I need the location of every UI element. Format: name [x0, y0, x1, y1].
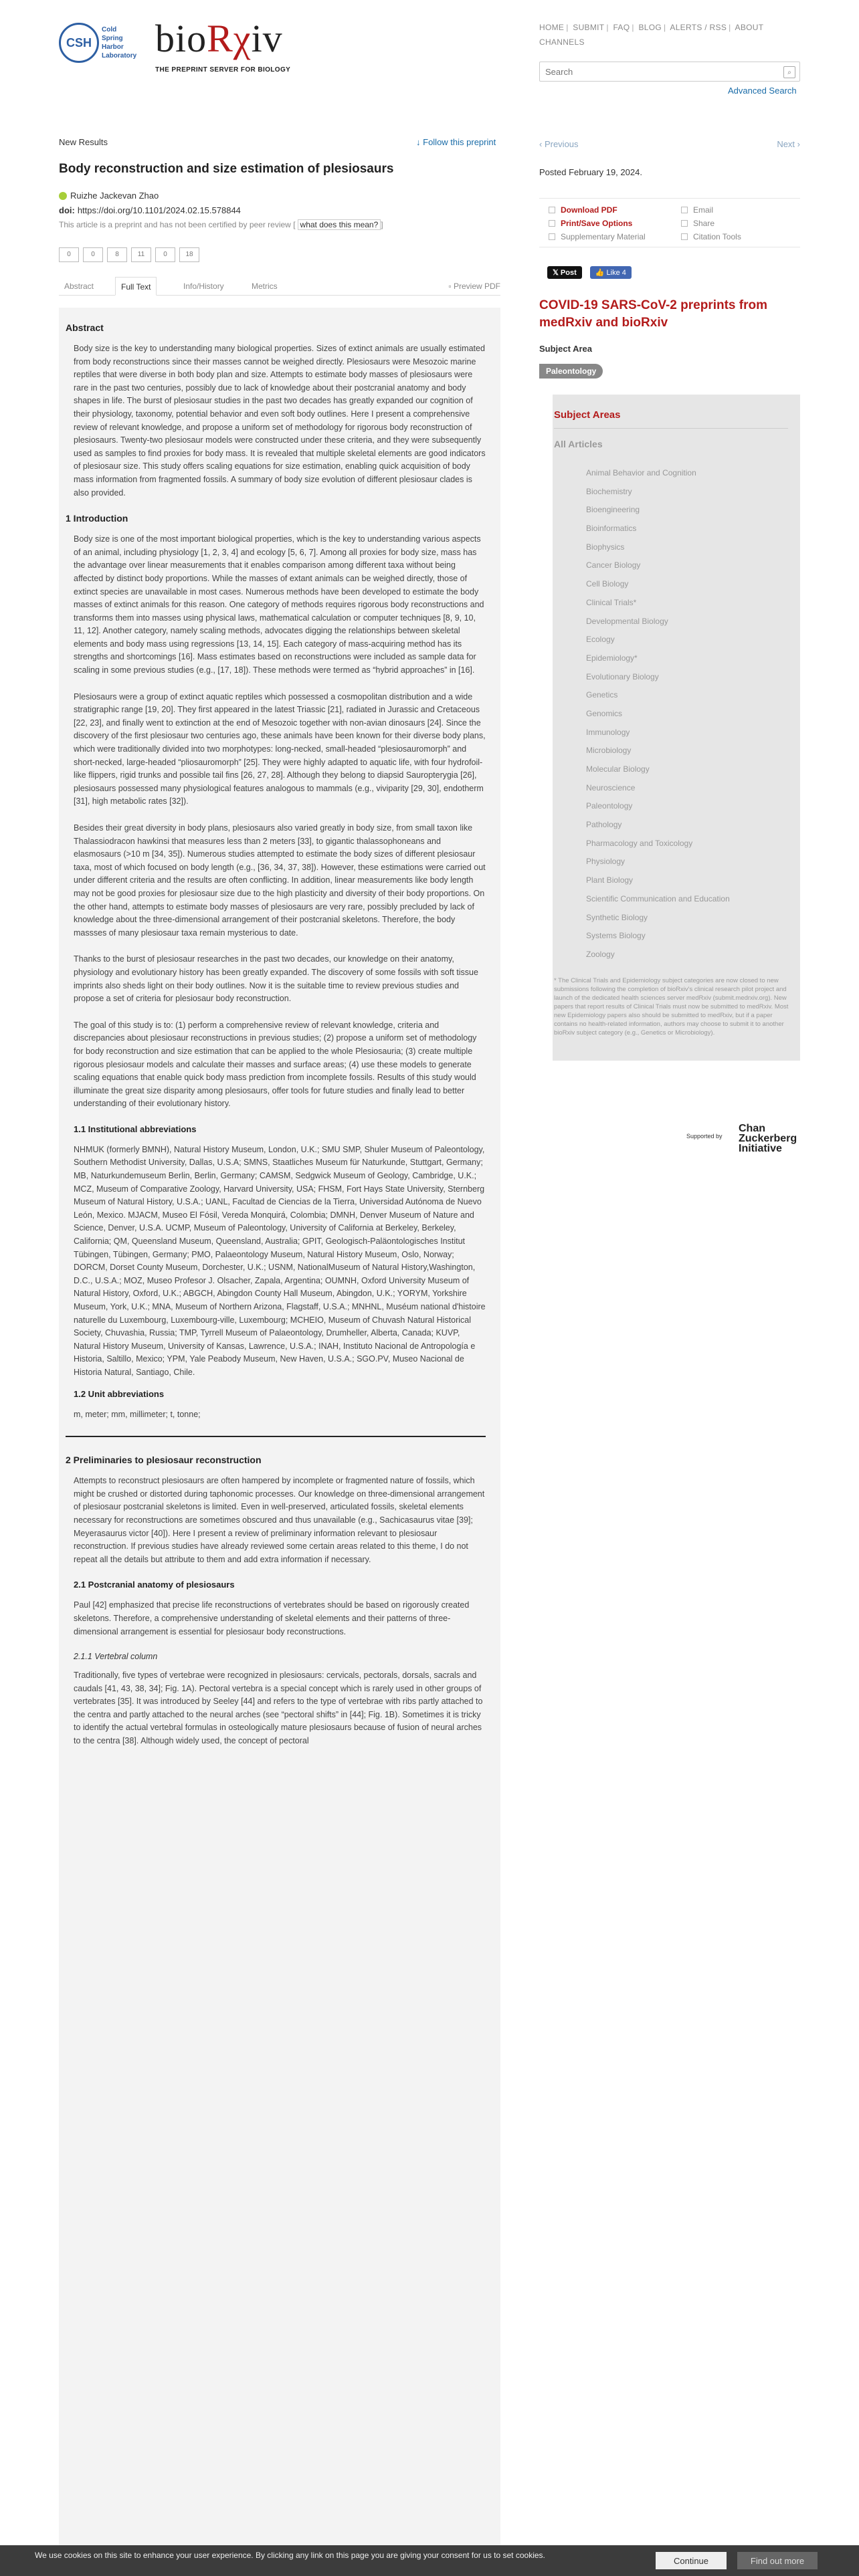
share-icon	[681, 220, 688, 227]
email-icon	[681, 207, 688, 213]
metric-badge[interactable]: 11	[131, 247, 151, 262]
search-icon[interactable]: ⌕	[783, 66, 795, 78]
author-name[interactable]: Ruizhe Jackevan Zhao	[70, 191, 159, 201]
share-link[interactable]: Share	[681, 219, 714, 228]
institutional-abbreviations: NHMUK (formerly BMNH), Natural History Museum, London, U.K.; SMU SMP, Shuler Museum of Paleontology, Southern Methodist University, Dallas, U.S.A; SMNS, Staatliches Museum für Naturkunde, Stuttgart, Germany; MB, Naturkundemuseum Berlin, Berlin, Germany; CAMSM, Sedgwick Museum of Geology, Cambridge, U.K.; MCZ, Museum of Comparative Zoology, Harvard University, USA; FHSM, Fort Hays State University, Sternberg Museum of Natural History, U.S.A.; UANL, Facultad de Ciencias de la Tierra, Universidad Autónoma de Nuevo León, Mexico. MJACM, Museo El Fósil, Vereda Monquirá, Colombia; DMNH, Denver Museum of Nature and Science, Denver, U.S.A. UCMP, Museum of Paleontology, University of California at Berkeley, Berkeley, California; QM, Queensland Museum, Queensland, Australia; GPIT, Geologisch-Paläontologisches Institut Tübingen, Tübingen, Germany; PMO, Palaeontology Museum, Natural History Museum, Oslo, Norway; DORCM, Dorset County Museum, Dorchester, U.K.; USNM, NationalMuseum of Natural History,Washington, D.C., U.S.A.; MOZ, Museo Profesor J. Olsacher, Zapala, Argentina; OUMNH, Oxford University Museum of Natural History, Oxford, U.K.; ABGCH, Abingdon County Hall Museum, Abingdon, U.K.; YORYM, Yorkshire Museum, York, U.K.; MNA, Museum of Northern Arizona, Flagstaff, U.S.A.; MNHNL, Muséum national d'histoire naturelle du Luxembourg, Luxembourg-ville, Luxembourg; MCHEIO, Museum of Chuvash Natural Historical Society, Chuvashia, Russia; TMP, Tyrrell Museum of Palaeontology, Drumheller, Alberta, Canada; KUVP, Natural History Museum, University of Kansas, Lawrence, U.S.A.; INAH, Instituto Nacional de Antropología e Historia, Saltillo, Mexico; YPM, Yale Peabody Museum, New Haven, U.S.A.; SGO.PV, Museo Nacional de Historia Natural, Santiago, Chile.	[74, 1144, 486, 1377]
csh-logo-text: Cold Spring Harbor Laboratory	[102, 26, 137, 60]
print-save-link[interactable]: Print/Save Options	[549, 219, 632, 228]
social-buttons	[547, 266, 632, 279]
paragraph: Besides their great diversity in body plans, plesiosaurs also varied greatly in body size, from small taxon like Thalassiodracon hawkinsi that measures less than 2 meters [33], to gigantic thalassophoneans and elasmosaurs (>10 m [34, 35]). Numerous studies attempted to estimate the body sizes of different plesiosaur taxa, most of which focused on body length (e.g., [36, 34, 37, 38]). However, these estimations were carried out under different criteria and the results are often conflicting. In addition, linear measurements like body length may not be good proxies for plesiosaur size due to the high plasticity and diversity of their body proportions. On the other hand, attempts to estimate body masses of plesiosaurs are very rare, possibly precluded by lack of knowledge about the three-dimensional arrangement of their postcranial skeletons. Therefore, the body massses of many plesiosaur taxa remain mysterious to date.	[74, 823, 486, 938]
metric-badge[interactable]: 8	[107, 247, 127, 262]
article-category: New Results	[59, 137, 108, 147]
follow-preprint-link[interactable]: ↓ Follow this preprint	[416, 137, 496, 147]
doi: doi: https://doi.org/10.1101/2024.02.15.578844	[59, 205, 241, 215]
citation-icon	[681, 233, 688, 240]
subject-item[interactable]: Biochemistry	[586, 486, 632, 496]
metric-badge[interactable]: 0	[155, 247, 175, 262]
posted-date: Posted February 19, 2024.	[539, 167, 642, 177]
subject-item[interactable]: Genetics	[586, 690, 618, 700]
email-link[interactable]: Email	[681, 205, 713, 215]
top-nav: HOME | SUBMIT | FAQ | BLOG | ALERTS / RSS | ABOUT	[539, 23, 764, 32]
subjects-footnote: * The Clinical Trials and Epidemiology subject categories are now closed to new submissions following the completion of bioRxiv's clinical research pilot project and launch of the dedicated health sciences server medRxiv (submit.medrxiv.org). New papers that report results of Clinical Trials must now be submitted to medRxiv. Most new Epidemiology papers also should be submitted to medRxiv, but if a paper contains no health-related information, authors may choose to submit it to another bioRxiv subject category (e.g., Genetics or Microbiology).	[554, 977, 789, 1037]
tab-abstract[interactable]: Abstract	[64, 282, 94, 291]
paragraph: Thanks to the burst of plesiosaur researches in the past two decades, our knowledge on their anatomy, physiology and evolutionary history has been greatly expanded. The discovery of some fossils with soft tissue imprints also sheds light on their body outlines. Now it is the suitable time to review previous studies and propose a set of criteria for plesiosaur body reconstruction.	[74, 954, 478, 1004]
abstract-text: Body size is the key to understanding many biological properties. Sizes of extinct animals are usually estimated from body reconstructions since their masses cannot be weighed directly. Plesiosaurs were Mesozoic marine reptiles that were diverse in both body plan and size. Attempts to estimate body masses of plesiosaurs were rare in the past two centuries, possibly due to lack of knowledge about their postcranial anatomy and body shapes in life. The burst of plesiosaur studies in the past two decades has greatly expanded our cognition of their physiology, taxonomy, potential behavior and even soft body outlines. Here I present a comprehensive review of relevant knowledge, and propose a uniform set of methodology for rigorous body reconstruction of plesiosaurs. Twenty-two plesiosaur models were constructed under these criteria, and they were subsequently used as samples to find proxies for body mass. It is revealed that multiple skeletal elements are good indicators of plesiosaur size. This study offers scaling equations for size estimation, enabling quick acquisition of body mass information from fragmented fossils. A summary of body size evolution of different plesiosaur clades is also provided.	[74, 344, 486, 498]
tab-metrics[interactable]: Metrics	[252, 282, 278, 291]
nav-about[interactable]: ABOUT	[735, 23, 764, 32]
subsection-heading: 1.2 Unit abbreviations	[74, 1388, 165, 1399]
preview-icon: ▫	[448, 282, 454, 291]
subsubsection-heading: 2.1.1 Vertebral column	[74, 1652, 158, 1662]
subject-item[interactable]: Developmental Biology	[586, 616, 668, 626]
subject-area-label: Subject Area	[539, 344, 592, 354]
article-tabs	[59, 277, 500, 296]
subsection-heading: 2.1 Postcranial anatomy of plesiosaurs	[74, 1580, 235, 1590]
tab-info-history[interactable]: Info/History	[183, 282, 224, 291]
subject-item[interactable]: Neuroscience	[586, 782, 636, 792]
supplementary-link[interactable]: Supplementary Material	[549, 232, 646, 241]
subject-list	[586, 464, 730, 964]
biorxiv-logo[interactable]: bioRχiv	[155, 17, 283, 60]
citation-tools-link[interactable]: Citation Tools	[681, 232, 741, 241]
paragraph: The goal of this study is to: (1) perform a comprehensive review of relevant knowledge, criteria and discrepancies about plesiosaur reconstructions in previous studies; (2) propose a uniform set of methodology for body reconstruction and size estimation that can be applied to the whole Plesiosauria; (3) create multiple rigorous plesiosaur models and calculate their masses and surface areas; (4) use these models to generate scaling equations that enable quick body mass prediction from incomplete fossils. Results of this study would illuminate the great size disparity among plesiosaurs, offer tools for future studies and finally lead to better understanding of their evolutionary history.	[74, 1020, 477, 1109]
subject-item[interactable]: Immunology	[586, 727, 630, 737]
search-box	[539, 62, 800, 82]
next-link[interactable]: Next ›	[777, 139, 800, 149]
metric-badge[interactable]: 18	[179, 247, 199, 262]
altmetric-badges	[59, 247, 199, 262]
peer-review-notice: This article is a preprint and has not been certified by peer review [ what does this mean? ]	[59, 220, 383, 229]
subject-item[interactable]: Cell Biology	[586, 579, 629, 589]
nav-submit[interactable]: SUBMIT	[573, 23, 605, 32]
nav-home[interactable]: HOME	[539, 23, 565, 32]
csh-logo[interactable]: CSH	[59, 23, 99, 63]
subject-item[interactable]: Synthetic Biology	[586, 912, 648, 922]
article-title: Body reconstruction and size estimation of plesiosaurs	[59, 162, 394, 176]
download-pdf-link[interactable]: Download PDF	[549, 205, 617, 215]
follow-icon: ↓	[416, 137, 423, 147]
supplementary-icon	[549, 233, 555, 240]
divider	[554, 428, 788, 429]
paragraph: Body size is one of the most important biological properties, which is the key to understanding various aspects of an animal, including physiology [1, 2, 3, 4] and ecology [5, 6, 7]. Among all proxies for body size, mass has the advantage over linear measurements that it enables comparison among different taxa without being affected by distinct body proportions. While the masses of extant animals can be weighed directly, those of extinct species are unavailable in most cases. Numerous methods have been developed to estimate the body masses of extinct animals for this reason. One category of methods requires rigorous body reconstructions and transforms them into masses using physical laws, mathematical calculation or computer techniques [8, 9, 10, 11, 12]. Another category, namely scaling methods, advocates digging the relationships between skeletal elements and body mass using regressions [13, 14, 15]. Each category of mass-acquiring method has its strengths and shortcomings [16]. Mass estimates based on reconstructions were included as sample data for scaling in some previous studies (e.g., [17, 18]). These methods were termed as “hybrid approaches” in [16].	[74, 534, 484, 675]
paragraph: Attempts to reconstruct plesiosaurs are often hampered by incomplete or fragmented nature of fossils, which might be crushed or distorted during taphonomic processes. Our knowledge on three-dimensional arrangement of plesiosaur postcranial skeletons is limited. Even in well-preserved, articulated fossils, skeletal elements necessary for reconstructions are sometimes obscured and thus unavailable (e.g., Sachicasaurus vitae [39]; Meyerasaurus victor [40]). Here I present a review of preliminary information relevant to plesiosaur reconstruction. If previous studies have already reviewed some certain areas related to this theme, I do not repeat all the details but attribute to them and add extra information if necessary.	[74, 1476, 485, 1564]
article-body	[59, 308, 500, 2576]
subject-item[interactable]: Animal Behavior and Cognition	[586, 468, 696, 477]
subject-item[interactable]: Systems Biology	[586, 931, 646, 941]
subject-item[interactable]: Bioinformatics	[586, 524, 637, 534]
subject-item[interactable]: Cancer Biology	[586, 560, 641, 570]
thumbs-up-icon: 👍	[595, 269, 607, 277]
subsection-heading: 1.1 Institutional abbreviations	[74, 1123, 197, 1134]
tab-full-text[interactable]: Full Text	[115, 277, 157, 296]
nav-channels[interactable]: CHANNELS	[539, 37, 585, 47]
nav-faq[interactable]: FAQ	[613, 23, 630, 32]
subject-item[interactable]: Biophysics	[586, 542, 625, 552]
author	[59, 191, 159, 201]
subject-item[interactable]: Molecular Biology	[586, 764, 650, 774]
pdf-icon	[549, 207, 555, 213]
tagline: THE PREPRINT SERVER FOR BIOLOGY	[155, 66, 291, 74]
subject-areas-title: Subject Areas	[554, 409, 621, 421]
search-input[interactable]	[540, 62, 799, 81]
paragraph: Traditionally, five types of vertebrae were recognized in plesiosaurs: cervicals, pectorals, dorsals, sacrals and caudals [41, 43, 38, 34]; Fig. 1A). Pectoral vertebra is a special concept which is rarely used in other groups of vertebrates [35]. It was introduced by Seeley [44] and refers to the type of vertebrae with ribs partly attached to the centra and partly attached to the neural arches (see “pectoral shifts” in [44]; Fig. 1B). Sometimes it is tricky to identify the actual vertebral formulas in osteologically mature plesiosaurs because of fusion of neural arches to the centra [38]. Although widely used, the concept of pectoral	[74, 1671, 483, 1746]
subject-item[interactable]: Paleontology	[586, 801, 633, 811]
subject-item[interactable]: Physiology	[586, 857, 626, 867]
section-heading: 2 Preliminaries to plesiosaur reconstruction	[66, 1455, 262, 1466]
subject-item[interactable]: Plant Biology	[586, 875, 634, 885]
like-button[interactable]: 👍 Like 4	[590, 266, 632, 279]
cookie-find-out-more-button[interactable]: Find out more	[737, 2552, 818, 2569]
article-tools	[539, 198, 800, 247]
subject-item[interactable]: Zoology	[586, 949, 615, 959]
subject-item[interactable]: Bioengineering	[586, 505, 640, 515]
advanced-search-link[interactable]: Advanced Search	[728, 86, 797, 96]
prev-next-nav	[539, 139, 800, 149]
x-icon: 𝕏	[553, 269, 561, 277]
subject-badge[interactable]: Paleontology	[539, 364, 603, 379]
subject-item[interactable]: Pharmacology and Toxicology	[586, 838, 693, 848]
section-divider	[66, 1436, 486, 1437]
subject-item[interactable]: Epidemiology*	[586, 653, 638, 663]
cookie-continue-button[interactable]: Continue	[656, 2552, 727, 2569]
doi-link[interactable]: https://doi.org/10.1101/2024.02.15.578844	[77, 205, 241, 215]
metric-badge[interactable]: 0	[59, 247, 79, 262]
subject-item[interactable]: Clinical Trials*	[586, 597, 637, 607]
previous-link[interactable]: ‹ Previous	[539, 139, 579, 149]
abstract-heading: Abstract	[66, 322, 104, 333]
section-heading: 1 Introduction	[66, 513, 128, 524]
czi-logo[interactable]: Chan Zuckerberg Initiative	[739, 1123, 797, 1154]
all-articles-link[interactable]: All Articles	[554, 439, 603, 449]
metric-badge[interactable]: 0	[83, 247, 103, 262]
cookie-banner	[0, 2545, 859, 2576]
nav-alerts-rss[interactable]: ALERTS / RSS	[670, 23, 727, 32]
unit-abbreviations: m, meter; mm, millimeter; t, tonne;	[74, 1409, 201, 1419]
supported-by-label: Supported by	[686, 1133, 723, 1140]
subject-item[interactable]: Ecology	[586, 635, 615, 645]
subject-item[interactable]: Genomics	[586, 708, 623, 718]
orcid-icon[interactable]	[59, 192, 67, 200]
subject-item[interactable]: Evolutionary Biology	[586, 671, 659, 681]
subject-item[interactable]: Microbiology	[586, 746, 632, 756]
post-on-x-button[interactable]: 𝕏 Post	[547, 266, 582, 279]
preview-pdf-link[interactable]: ▫ Preview PDF	[448, 282, 500, 291]
cookie-text: We use cookies on this site to enhance your user experience. By clicking any link on this page you are giving your consent for us to set cookies.	[35, 2551, 545, 2560]
covid-preprints-link[interactable]: COVID-19 SARS-CoV-2 preprints from medRxiv and bioRxiv	[539, 298, 767, 330]
subject-item[interactable]: Pathology	[586, 820, 622, 830]
subject-item[interactable]: Scientific Communication and Education	[586, 893, 730, 903]
paragraph: Plesiosaurs were a group of extinct aquatic reptiles which possessed a cosmopolitan distribution and a wide stratigraphic range [19, 20]. They first appeared in the latest Triassic [21], radiated in Jurassic and Cretaceous [22, 23], and finally went to extinction at the end of Mesozoic together with non-avian dinosaurs [24]. Since the discovery of the first plesiosaur two centuries ago, these animals have been known for their diverse body plans, which were traditionally divided into two morphotypes: long-necked, small-headed “plesiosauromorph” and short-necked, large-headed “pliosauromorph” [25]. They were highly adapted to aquatic life, with four hydrofoil-like flippers, rigid trunks and possible tail fins [26, 27, 28]. Although they belong to diapsid Sauropterygia [26], plesiosaurs possessed many physiological features analogous to mammals (e.g., viviparity [29, 30], endotherm [31], high metabolic rates [32]).	[74, 691, 486, 807]
nav-blog[interactable]: BLOG	[638, 23, 662, 32]
print-icon	[549, 220, 555, 227]
what-does-this-mean-link[interactable]: what does this mean?	[298, 219, 381, 230]
paragraph: Paul [42] emphasized that precise life reconstructions of vertebrates should be based on rigorously created skeletons. Therefore, a comprehensive understanding of skeletal elements and their patterns of three-dimensional arrangement is essential for plesiosaur body reconstructions.	[74, 1600, 470, 1636]
